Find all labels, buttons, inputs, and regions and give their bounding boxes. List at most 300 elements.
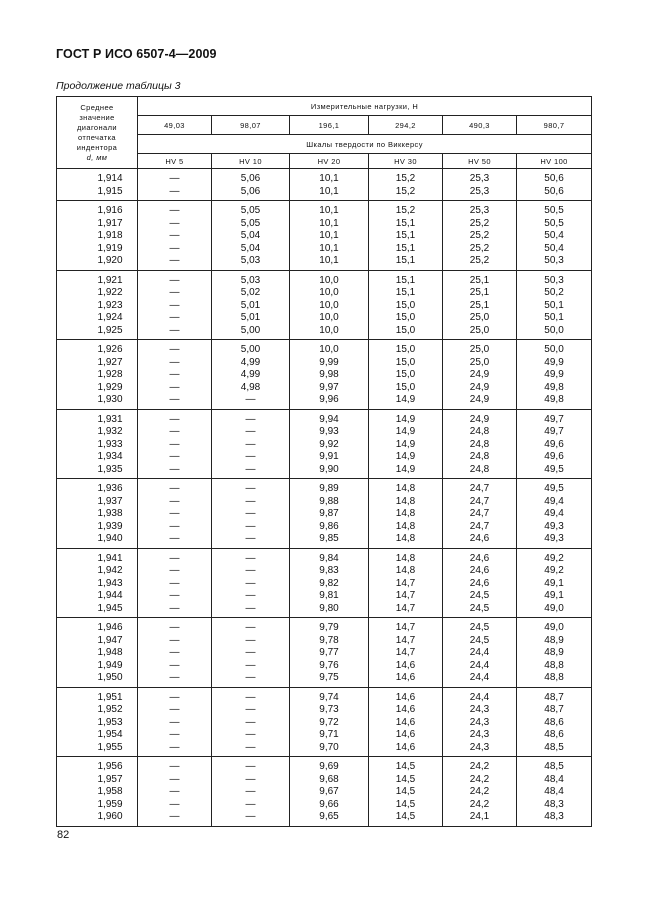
hardness-value: 49,6 xyxy=(517,451,592,464)
table-row xyxy=(57,672,592,687)
hardness-value: 49,7 xyxy=(517,426,592,439)
loads-header: Измерительные нагрузки, Н xyxy=(138,97,592,116)
hardness-value: 24,4 xyxy=(443,687,517,704)
diagonal-value: 1,924 xyxy=(57,312,138,325)
hardness-value: 9,72 xyxy=(290,717,369,730)
hardness-value: 10,1 xyxy=(290,186,369,201)
hardness-value: 49,9 xyxy=(517,369,592,382)
hardness-value: 15,0 xyxy=(369,325,443,340)
hardness-value: — xyxy=(138,565,212,578)
table-row xyxy=(57,201,592,218)
table-row xyxy=(57,704,592,717)
hardness-value: 9,70 xyxy=(290,742,369,757)
hardness-value: 14,7 xyxy=(369,635,443,648)
hardness-value: 5,01 xyxy=(212,300,290,313)
hardness-value: 24,7 xyxy=(443,521,517,534)
hardness-value: — xyxy=(138,201,212,218)
hardness-value: — xyxy=(138,243,212,256)
table-row xyxy=(57,508,592,521)
row-group xyxy=(57,548,592,618)
load-header-cell: 980,7 xyxy=(517,116,592,135)
hardness-value: 14,5 xyxy=(369,799,443,812)
hardness-value: — xyxy=(212,799,290,812)
diagonal-value: 1,942 xyxy=(57,565,138,578)
hardness-value: 14,7 xyxy=(369,618,443,635)
hardness-value: 5,02 xyxy=(212,287,290,300)
hardness-value: 10,0 xyxy=(290,312,369,325)
hardness-value: — xyxy=(212,635,290,648)
hardness-value: 14,5 xyxy=(369,757,443,774)
hardness-value: 24,6 xyxy=(443,548,517,565)
hardness-value: 14,9 xyxy=(369,451,443,464)
hardness-value: 9,82 xyxy=(290,578,369,591)
hardness-value: 50,6 xyxy=(517,169,592,186)
table-row xyxy=(57,382,592,395)
hardness-value: 14,8 xyxy=(369,479,443,496)
diagonal-value: 1,929 xyxy=(57,382,138,395)
hardness-value: 10,1 xyxy=(290,255,369,270)
hardness-value: — xyxy=(138,394,212,409)
table-row xyxy=(57,565,592,578)
hardness-value: 9,69 xyxy=(290,757,369,774)
hardness-value: 9,65 xyxy=(290,811,369,826)
table-row xyxy=(57,426,592,439)
diagonal-value: 1,914 xyxy=(57,169,138,186)
hardness-value: — xyxy=(212,660,290,673)
hardness-value: — xyxy=(138,742,212,757)
row-group xyxy=(57,757,592,827)
hardness-value: 5,06 xyxy=(212,169,290,186)
hardness-value: — xyxy=(138,533,212,548)
hardness-value: 5,01 xyxy=(212,312,290,325)
hardness-value: — xyxy=(212,464,290,479)
table-row xyxy=(57,811,592,826)
table-row xyxy=(57,243,592,256)
diagonal-value: 1,958 xyxy=(57,786,138,799)
hardness-value: 5,03 xyxy=(212,270,290,287)
load-header-cell: 490,3 xyxy=(443,116,517,135)
hardness-value: 24,5 xyxy=(443,635,517,648)
diagonal-value: 1,945 xyxy=(57,603,138,618)
hardness-value: 9,93 xyxy=(290,426,369,439)
diagonal-value: 1,939 xyxy=(57,521,138,534)
hardness-value: 49,6 xyxy=(517,439,592,452)
hardness-value: — xyxy=(138,169,212,186)
hardness-value: 24,3 xyxy=(443,717,517,730)
hardness-value: 9,68 xyxy=(290,774,369,787)
diagonal-value: 1,950 xyxy=(57,672,138,687)
row-group xyxy=(57,687,592,757)
hardness-value: 9,92 xyxy=(290,439,369,452)
hardness-value: — xyxy=(138,660,212,673)
hardness-value: 49,4 xyxy=(517,508,592,521)
hardness-value: — xyxy=(138,496,212,509)
hardness-value: 14,7 xyxy=(369,647,443,660)
hardness-value: — xyxy=(138,426,212,439)
hardness-value: 48,7 xyxy=(517,704,592,717)
hardness-value: — xyxy=(138,479,212,496)
hardness-value: 14,7 xyxy=(369,603,443,618)
hardness-value: — xyxy=(138,799,212,812)
hardness-value: 4,99 xyxy=(212,369,290,382)
hardness-value: 15,1 xyxy=(369,255,443,270)
hardness-value: 14,8 xyxy=(369,548,443,565)
hardness-value: 24,6 xyxy=(443,565,517,578)
hardness-value: 9,73 xyxy=(290,704,369,717)
header-line-5: индентора xyxy=(76,142,118,152)
hardness-value: 24,5 xyxy=(443,590,517,603)
load-header-cell: 196,1 xyxy=(290,116,369,135)
hardness-value: — xyxy=(212,704,290,717)
hardness-value: 49,5 xyxy=(517,479,592,496)
hardness-value: 25,2 xyxy=(443,218,517,231)
table-row xyxy=(57,340,592,357)
scale-header-cell: HV 10 xyxy=(212,154,290,169)
hardness-value: — xyxy=(212,394,290,409)
diagonal-value: 1,921 xyxy=(57,270,138,287)
scale-header-cell: HV 5 xyxy=(138,154,212,169)
diagonal-value: 1,959 xyxy=(57,799,138,812)
hardness-value: 14,9 xyxy=(369,464,443,479)
hardness-value: — xyxy=(138,578,212,591)
hardness-value: — xyxy=(212,774,290,787)
hardness-value: — xyxy=(138,704,212,717)
hardness-value: 24,3 xyxy=(443,742,517,757)
hardness-value: 50,0 xyxy=(517,340,592,357)
diagonal-value: 1,947 xyxy=(57,635,138,648)
hardness-value: 10,0 xyxy=(290,340,369,357)
table-row xyxy=(57,687,592,704)
scale-header-cell: HV 30 xyxy=(369,154,443,169)
table-row xyxy=(57,451,592,464)
hardness-value: — xyxy=(212,548,290,565)
table-row xyxy=(57,369,592,382)
table-row xyxy=(57,618,592,635)
header-line-4: отпечатка xyxy=(78,132,116,142)
hardness-value: 49,5 xyxy=(517,464,592,479)
hardness-value: 10,0 xyxy=(290,325,369,340)
table-row xyxy=(57,521,592,534)
hardness-value: 15,0 xyxy=(369,357,443,370)
hardness-value: — xyxy=(138,647,212,660)
hardness-value: — xyxy=(212,508,290,521)
hardness-value: — xyxy=(138,300,212,313)
hardness-value: 9,94 xyxy=(290,409,369,426)
diagonal-value: 1,952 xyxy=(57,704,138,717)
hardness-value: 9,98 xyxy=(290,369,369,382)
table-row xyxy=(57,270,592,287)
hardness-value: 49,9 xyxy=(517,357,592,370)
hardness-value: 9,71 xyxy=(290,729,369,742)
diagonal-value: 1,918 xyxy=(57,230,138,243)
hardness-value: — xyxy=(138,811,212,826)
table-row xyxy=(57,325,592,340)
hardness-value: 9,97 xyxy=(290,382,369,395)
row-group xyxy=(57,201,592,271)
hardness-value: 24,8 xyxy=(443,464,517,479)
hardness-value: 49,7 xyxy=(517,409,592,426)
hardness-value: 50,4 xyxy=(517,243,592,256)
hardness-value: 9,79 xyxy=(290,618,369,635)
hardness-value: 9,67 xyxy=(290,786,369,799)
hardness-value: — xyxy=(138,382,212,395)
hardness-value: 48,3 xyxy=(517,811,592,826)
table-row xyxy=(57,357,592,370)
hardness-value: 24,8 xyxy=(443,439,517,452)
hardness-value: — xyxy=(138,757,212,774)
diagonal-value: 1,935 xyxy=(57,464,138,479)
hardness-value: 14,5 xyxy=(369,811,443,826)
hardness-value: — xyxy=(138,590,212,603)
hardness-value: — xyxy=(212,521,290,534)
diagonal-value: 1,949 xyxy=(57,660,138,673)
hardness-value: 15,0 xyxy=(369,340,443,357)
hardness-value: 24,2 xyxy=(443,757,517,774)
hardness-value: 24,8 xyxy=(443,426,517,439)
hardness-value: 14,6 xyxy=(369,660,443,673)
hardness-value: — xyxy=(138,186,212,201)
hardness-value: 14,7 xyxy=(369,578,443,591)
page-number: 82 xyxy=(57,829,70,841)
diagonal-value: 1,951 xyxy=(57,687,138,704)
hardness-value: 48,3 xyxy=(517,799,592,812)
hardness-value: 49,3 xyxy=(517,533,592,548)
diagonal-value: 1,955 xyxy=(57,742,138,757)
hardness-value: 14,7 xyxy=(369,590,443,603)
hardness-value: 5,00 xyxy=(212,325,290,340)
diagonal-value: 1,936 xyxy=(57,479,138,496)
row-group xyxy=(57,479,592,549)
table-row xyxy=(57,757,592,774)
table-row xyxy=(57,647,592,660)
hardness-value: — xyxy=(138,230,212,243)
hardness-value: 25,2 xyxy=(443,230,517,243)
diagonal-value: 1,923 xyxy=(57,300,138,313)
hardness-value: 9,66 xyxy=(290,799,369,812)
hardness-value: 25,3 xyxy=(443,201,517,218)
hardness-value: 24,2 xyxy=(443,774,517,787)
hardness-value: 9,86 xyxy=(290,521,369,534)
table-row xyxy=(57,312,592,325)
diagonal-value: 1,938 xyxy=(57,508,138,521)
hardness-value: 24,7 xyxy=(443,479,517,496)
hardness-value: 9,84 xyxy=(290,548,369,565)
hardness-value: 50,5 xyxy=(517,218,592,231)
hardness-value: 24,4 xyxy=(443,647,517,660)
hardness-value: 24,6 xyxy=(443,578,517,591)
hardness-value: 49,0 xyxy=(517,603,592,618)
hardness-value: — xyxy=(138,357,212,370)
hardness-value: 49,2 xyxy=(517,565,592,578)
hardness-value: 9,77 xyxy=(290,647,369,660)
hardness-value: — xyxy=(138,340,212,357)
hardness-value: — xyxy=(138,635,212,648)
hardness-value: 24,3 xyxy=(443,704,517,717)
hardness-value: 24,9 xyxy=(443,382,517,395)
hardness-value: — xyxy=(138,521,212,534)
hardness-value: 10,0 xyxy=(290,287,369,300)
hardness-value: — xyxy=(212,590,290,603)
hardness-value: 14,5 xyxy=(369,774,443,787)
hardness-value: 24,1 xyxy=(443,811,517,826)
hardness-value: 49,1 xyxy=(517,578,592,591)
hardness-value: — xyxy=(138,255,212,270)
hardness-value: 9,88 xyxy=(290,496,369,509)
hardness-value: — xyxy=(212,451,290,464)
hardness-value: — xyxy=(212,672,290,687)
hardness-value: — xyxy=(138,312,212,325)
hardness-value: 14,9 xyxy=(369,394,443,409)
hardness-value: 15,0 xyxy=(369,382,443,395)
hardness-value: 24,4 xyxy=(443,672,517,687)
row-group xyxy=(57,270,592,340)
hardness-value: 10,1 xyxy=(290,230,369,243)
hardness-value: 25,2 xyxy=(443,243,517,256)
hardness-value: 14,8 xyxy=(369,533,443,548)
hardness-value: 9,74 xyxy=(290,687,369,704)
table-row xyxy=(57,255,592,270)
hardness-value: 9,81 xyxy=(290,590,369,603)
hardness-value: — xyxy=(212,647,290,660)
hardness-value: — xyxy=(138,218,212,231)
hardness-value: 14,6 xyxy=(369,729,443,742)
hardness-value: 9,78 xyxy=(290,635,369,648)
hardness-value: 9,83 xyxy=(290,565,369,578)
diagonal-value: 1,937 xyxy=(57,496,138,509)
hardness-value: 49,0 xyxy=(517,618,592,635)
table-row xyxy=(57,635,592,648)
scale-header-cell: HV 50 xyxy=(443,154,517,169)
hardness-value: 24,9 xyxy=(443,394,517,409)
hardness-value: 4,99 xyxy=(212,357,290,370)
hardness-value: 15,0 xyxy=(369,300,443,313)
diagonal-value: 1,922 xyxy=(57,287,138,300)
hardness-value: — xyxy=(212,496,290,509)
row-group xyxy=(57,409,592,479)
table-row xyxy=(57,287,592,300)
hardness-value: — xyxy=(138,786,212,799)
table-row xyxy=(57,660,592,673)
hardness-value: 48,8 xyxy=(517,672,592,687)
table-row xyxy=(57,533,592,548)
hardness-value: 24,4 xyxy=(443,660,517,673)
hardness-value: 15,1 xyxy=(369,243,443,256)
hardness-value: — xyxy=(138,717,212,730)
hardness-value: 50,3 xyxy=(517,255,592,270)
hardness-value: 14,9 xyxy=(369,426,443,439)
hardness-value: 9,89 xyxy=(290,479,369,496)
hardness-value: 24,5 xyxy=(443,618,517,635)
load-header-cell: 98,07 xyxy=(212,116,290,135)
hardness-value: 14,8 xyxy=(369,508,443,521)
hardness-value: 48,6 xyxy=(517,729,592,742)
document-title: ГОСТ Р ИСО 6507-4—2009 xyxy=(56,47,217,61)
load-header-cell: 49,03 xyxy=(138,116,212,135)
scale-header-cell: HV 20 xyxy=(290,154,369,169)
hardness-value: — xyxy=(138,325,212,340)
hardness-value: 5,04 xyxy=(212,243,290,256)
hardness-value: 25,1 xyxy=(443,270,517,287)
table-row xyxy=(57,218,592,231)
hardness-value: 14,8 xyxy=(369,521,443,534)
hardness-value: 14,5 xyxy=(369,786,443,799)
hardness-value: — xyxy=(138,618,212,635)
hardness-value: 14,8 xyxy=(369,565,443,578)
table-row xyxy=(57,496,592,509)
hardness-value: — xyxy=(138,672,212,687)
header-line-2: значение xyxy=(79,112,115,122)
hardness-value: — xyxy=(212,757,290,774)
table-row xyxy=(57,799,592,812)
hardness-value: 25,3 xyxy=(443,186,517,201)
table-row xyxy=(57,603,592,618)
hardness-value: 24,6 xyxy=(443,533,517,548)
hardness-value: 48,9 xyxy=(517,635,592,648)
table-row xyxy=(57,578,592,591)
hardness-value: 50,4 xyxy=(517,230,592,243)
hardness-value: 15,2 xyxy=(369,186,443,201)
hardness-value: — xyxy=(212,742,290,757)
diagonal-value: 1,943 xyxy=(57,578,138,591)
hardness-value: — xyxy=(138,687,212,704)
table-row xyxy=(57,717,592,730)
diagonal-value: 1,954 xyxy=(57,729,138,742)
hardness-value: — xyxy=(138,439,212,452)
hardness-value: 15,0 xyxy=(369,369,443,382)
hardness-value: — xyxy=(138,369,212,382)
hardness-value: 10,0 xyxy=(290,300,369,313)
row-group xyxy=(57,618,592,688)
hardness-value: 10,0 xyxy=(290,270,369,287)
table-caption: Продолжение таблицы 3 xyxy=(56,80,181,92)
hardness-value: 25,0 xyxy=(443,357,517,370)
diagonal-column-header xyxy=(57,97,138,169)
hardness-value: 9,91 xyxy=(290,451,369,464)
table-row xyxy=(57,230,592,243)
hardness-value: 5,03 xyxy=(212,255,290,270)
hardness-value: 25,0 xyxy=(443,340,517,357)
diagonal-value: 1,920 xyxy=(57,255,138,270)
hardness-value: 14,6 xyxy=(369,704,443,717)
hardness-value: 14,8 xyxy=(369,496,443,509)
hardness-value: — xyxy=(138,270,212,287)
hardness-value: — xyxy=(138,603,212,618)
hardness-value: 48,6 xyxy=(517,717,592,730)
hardness-value: 24,7 xyxy=(443,508,517,521)
hardness-value: 5,06 xyxy=(212,186,290,201)
hardness-value: 4,98 xyxy=(212,382,290,395)
row-group xyxy=(57,340,592,410)
hardness-value: — xyxy=(212,729,290,742)
hardness-value: 25,3 xyxy=(443,169,517,186)
hardness-value: 10,1 xyxy=(290,218,369,231)
hardness-value: 25,0 xyxy=(443,325,517,340)
table-row xyxy=(57,729,592,742)
table-row xyxy=(57,774,592,787)
hardness-value: 9,75 xyxy=(290,672,369,687)
hardness-value: — xyxy=(138,409,212,426)
hardness-value: 48,4 xyxy=(517,786,592,799)
hardness-value: 50,6 xyxy=(517,186,592,201)
diagonal-value: 1,941 xyxy=(57,548,138,565)
hardness-value: 9,90 xyxy=(290,464,369,479)
scales-header: Шкалы твердости по Виккерсу xyxy=(138,135,592,154)
header-line-6 xyxy=(57,153,137,163)
hardness-value: 15,1 xyxy=(369,270,443,287)
hardness-value: 48,7 xyxy=(517,687,592,704)
hardness-value: — xyxy=(212,533,290,548)
hardness-value: — xyxy=(212,717,290,730)
